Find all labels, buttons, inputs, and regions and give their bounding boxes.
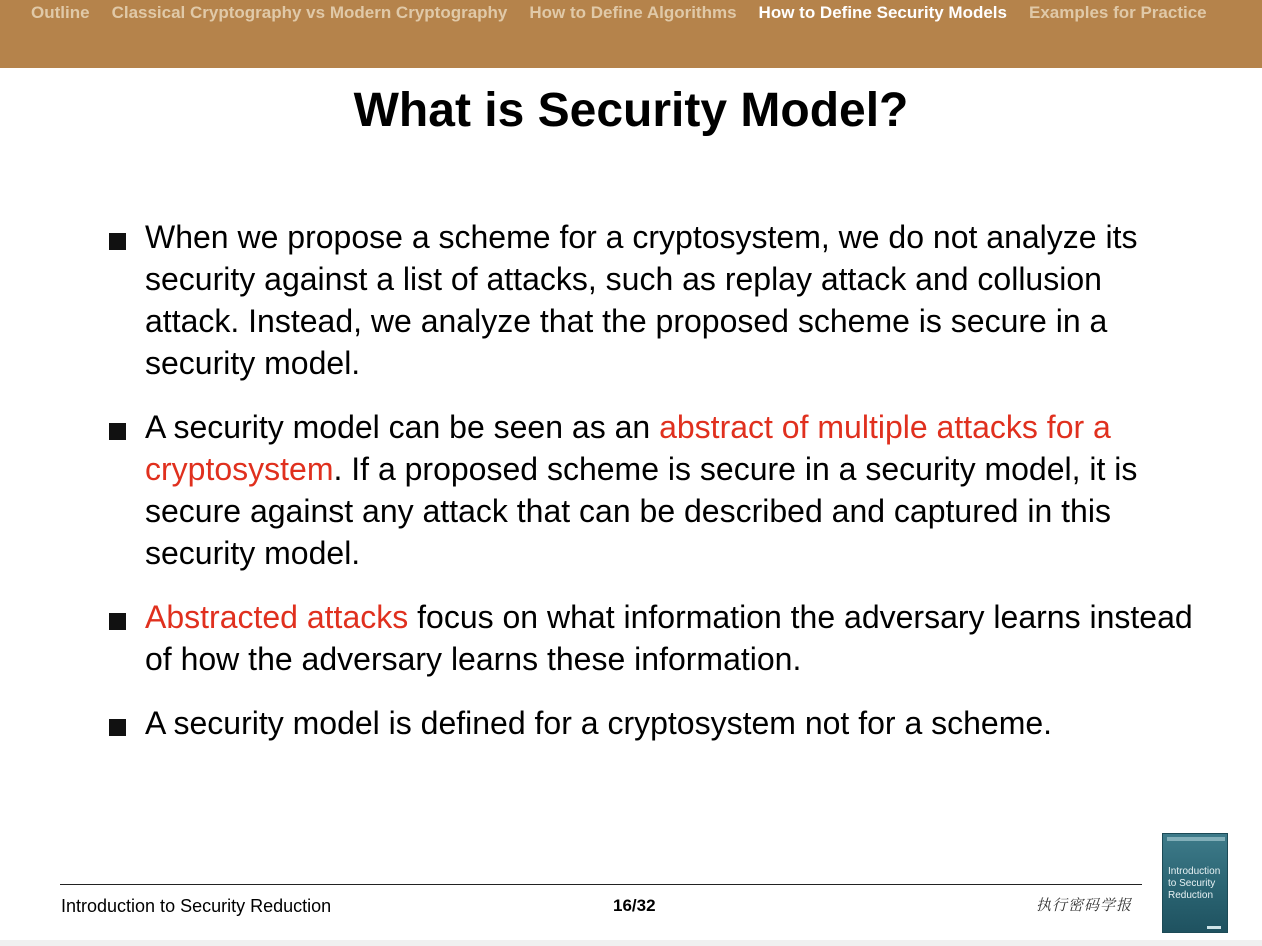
bullet-text: focus on what information the adversary learns instead of how the adversary learns these information. (145, 599, 1193, 677)
nav-item-outline[interactable]: Outline (31, 3, 90, 22)
bottom-edge-strip (0, 940, 1262, 946)
bullet-list (109, 216, 1199, 766)
bullet-item (109, 702, 1199, 744)
square-bullet-icon (109, 423, 126, 440)
bullet-item (109, 406, 1199, 574)
nav-item-examples-for-practice[interactable]: Examples for Practice (1028, 3, 1207, 22)
square-bullet-icon (109, 613, 126, 630)
page-number: 16/32 (613, 896, 656, 915)
brand-logo-text: 执行密码学报 (1036, 896, 1133, 914)
publisher-logo-icon (1207, 926, 1221, 929)
highlighted-text: Abstracted attacks (145, 599, 409, 635)
bullet-text: A security model is defined for a cryptosystem not for a scheme. (145, 705, 1053, 741)
slide-title: What is Security Model? (353, 84, 909, 137)
square-bullet-icon (109, 719, 126, 736)
highlighted-text: abstract of multiple attacks for a cryptosystem (145, 409, 1111, 487)
bullet-item (109, 596, 1199, 680)
bullet-text: When we propose a scheme for a cryptosystem, we do not analyze its security against a list of attacks, such as replay attack and collusion attack. Instead, we analyze that the proposed scheme is secure in a security model. (145, 219, 1138, 381)
bullet-text: . If a proposed scheme is secure in a security model, it is secure against any attack that can be described and captured in this security model. (145, 451, 1138, 571)
square-bullet-icon (109, 233, 126, 250)
footer-presentation-title: Introduction to Security Reduction (61, 896, 332, 916)
nav-item-define-algorithms[interactable]: How to Define Algorithms (529, 3, 737, 22)
book-cover-title: Introduction to Security Reduction (1168, 866, 1221, 901)
nav-item-define-security-models[interactable]: How to Define Security Models (758, 3, 1007, 22)
bullet-text: A security model can be seen as an (145, 409, 660, 445)
bullet-item (109, 216, 1199, 384)
section-nav-bar (0, 0, 1262, 68)
book-authors-strip (1167, 837, 1225, 841)
book-cover-thumbnail (1162, 833, 1228, 933)
footer-divider (60, 884, 1142, 885)
nav-item-classical-vs-modern[interactable]: Classical Cryptography vs Modern Cryptography (111, 3, 508, 22)
